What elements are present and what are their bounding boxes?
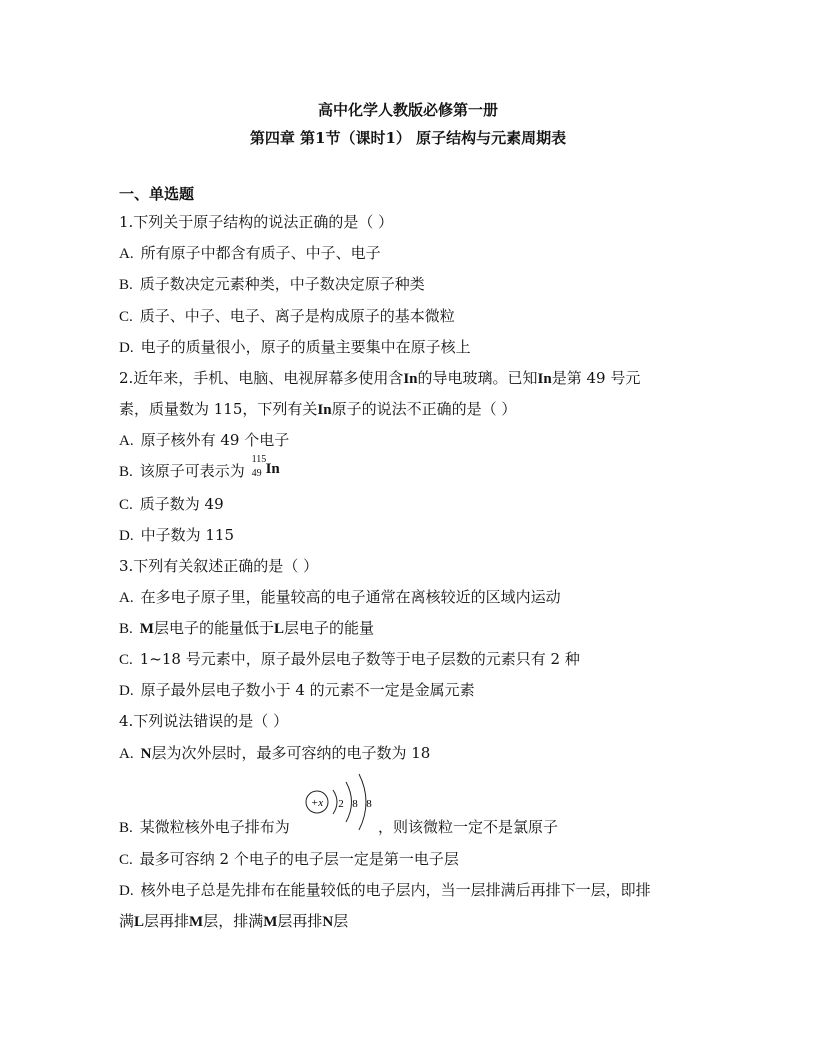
q1-option-d [119, 336, 471, 357]
shell-symbol: N [322, 914, 334, 930]
option-text: 质子、中子、电子、离子是构成原子的基本微粒 [139, 307, 455, 325]
option-text: 层再排 [144, 912, 190, 930]
shell-symbol: M [263, 914, 278, 930]
option-text: 原子最外层电子数小于 4 的元素不一定是金属元素 [140, 681, 475, 699]
shell-electron-count: 8 [366, 798, 372, 810]
q2-stem-part: 2.近年来，手机、电脑、电视屏幕多使用含 [119, 369, 404, 387]
option-text: 层电子的能量 [283, 619, 374, 637]
nuclide-notation [250, 454, 284, 480]
q1-stem: 1.下列关于原子结构的说法正确的是（ ） [119, 213, 394, 231]
option-letter: C. [119, 497, 133, 513]
option-text: 层，排满 [203, 912, 264, 930]
element-symbol: In [265, 461, 280, 477]
option-text: 层为次外层时，最多可容纳的电子数为 18 [151, 744, 431, 762]
q2-option-c [119, 493, 224, 514]
q2-stem-part: 原子的说法不正确的是（ ） [331, 400, 517, 418]
electron-shell-arc [333, 790, 337, 814]
electron-shell-arc [359, 774, 366, 830]
element-symbol: In [317, 402, 332, 418]
option-letter: D. [119, 340, 134, 356]
option-letter: A. [119, 246, 134, 262]
option-letter: B. [119, 820, 133, 836]
option-letter: A. [119, 433, 134, 449]
q1-option-a [119, 242, 381, 263]
option-text: 在多电子原子里，能量较高的电子通常在离核较近的区域内运动 [140, 588, 561, 606]
q4-option-c [119, 848, 459, 869]
atomic-number: 49 [251, 468, 262, 479]
q2-option-a [119, 429, 289, 450]
q3-option-b [119, 617, 374, 638]
option-text: 质子数为 49 [139, 495, 224, 513]
q4-option-a [119, 742, 430, 763]
q2-stem-part: 是第 49 号元 [551, 369, 641, 387]
option-letter: A. [119, 590, 134, 606]
shell-symbol: N [140, 746, 152, 762]
shell-symbol: M [139, 621, 154, 637]
option-letter: B. [119, 277, 133, 293]
option-text: 中子数为 115 [140, 526, 234, 544]
option-letter: D. [119, 683, 134, 699]
section-heading: 一、单选题 [119, 185, 195, 203]
option-letter: B. [119, 621, 133, 637]
option-text: 层再排 [277, 912, 323, 930]
q2-stem-line2 [119, 398, 516, 419]
option-text: 最多可容纳 2 个电子的电子层一定是第一电子层 [139, 850, 459, 868]
mass-number: 115 [251, 454, 267, 465]
q4-stem: 4.下列说法错误的是（ ） [119, 712, 289, 730]
q1-option-c [119, 305, 455, 326]
q2-option-b [119, 454, 284, 481]
option-letter: D. [119, 528, 134, 544]
electron-configuration-diagram [303, 772, 378, 832]
option-text: 满 [119, 912, 135, 930]
option-letter: D. [119, 883, 134, 899]
q2-stem-part: 素，质量数为 115，下列有关 [119, 400, 318, 418]
q2-stem-line1 [119, 367, 640, 388]
q4-option-d-line1 [119, 879, 651, 900]
q3-option-c [119, 648, 580, 669]
option-text: 质子数决定元素种类，中子数决定原子种类 [139, 275, 425, 293]
element-symbol: In [537, 371, 552, 387]
option-text: 核外电子总是先排布在能量较低的电子层内，当一层排满后再排下一层，即排 [140, 881, 651, 899]
q3-stem: 3.下列有关叙述正确的是（ ） [119, 557, 319, 575]
option-text: 层电子的能量低于 [153, 619, 274, 637]
option-letter: A. [119, 746, 134, 762]
option-letter: C. [119, 309, 133, 325]
shell-symbol: L [134, 914, 145, 930]
option-text: 层 [333, 912, 349, 930]
q2-option-d [119, 524, 234, 545]
q4-option-b [119, 816, 290, 837]
shell-symbol: M [189, 914, 204, 930]
option-text: 某微粒核外电子排布为 [139, 818, 290, 836]
option-text: 原子核外有 49 个电子 [140, 431, 290, 449]
q1-option-b [119, 273, 425, 294]
q4-option-b-continuation: ，则该微粒一定不是氯原子 [378, 818, 559, 836]
option-text: 所有原子中都含有质子、中子、电子 [140, 244, 381, 262]
document-title: 高中化学人教版必修第一册 [317, 101, 498, 119]
electron-shell-arc [346, 782, 352, 822]
nucleus-charge: +x [310, 797, 324, 809]
q4-option-d-line2 [119, 910, 348, 931]
shell-electron-count: 8 [352, 798, 358, 810]
q3-option-d [119, 679, 475, 700]
option-letter: C. [119, 852, 133, 868]
q3-option-a [119, 586, 561, 607]
option-letter: B. [119, 464, 133, 480]
option-text: 电子的质量很小，原子的质量主要集中在原子核上 [140, 338, 471, 356]
option-text: 1~18 号元素中，原子最外层电子数等于电子层数的元素只有 2 种 [139, 650, 580, 668]
option-text: 该原子可表示为 [139, 462, 245, 480]
element-symbol: In [403, 371, 418, 387]
shell-symbol: L [273, 621, 284, 637]
q2-stem-part: 的导电玻璃。已知 [417, 369, 538, 387]
option-letter: C. [119, 652, 133, 668]
document-subtitle: 第四章 第1节（课时1） 原子结构与元素周期表 [249, 129, 567, 147]
shell-electron-count: 2 [338, 798, 344, 810]
